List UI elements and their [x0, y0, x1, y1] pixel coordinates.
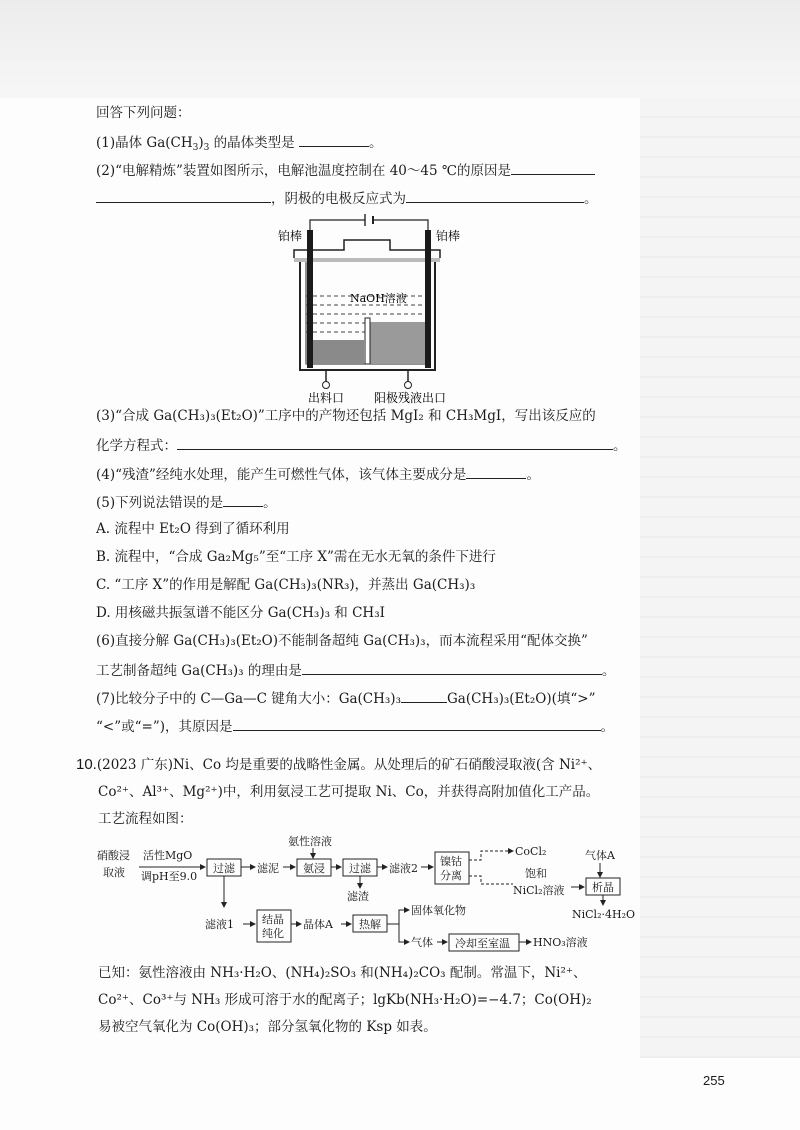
flow-mud: 滤泥: [257, 862, 279, 875]
q1-end: 。: [368, 135, 383, 151]
q7-end: 。: [600, 719, 614, 735]
q7-text-1a: (7)比较分子中的 C—Ga—C 键角大小：Ga(CH₃)₃: [96, 691, 401, 707]
q2-reason-blank-b[interactable]: [96, 188, 271, 203]
flow-box-cool: 冷却至室温: [455, 937, 510, 950]
known-line2: Co²⁺、Co³⁺与 NH₃ 形成可溶于水的配离子；lgKb(NH₃·H₂O)=−4.7；Co(OH)₂: [98, 992, 592, 1008]
q3-end: 。: [613, 438, 627, 454]
q4-line: [96, 464, 540, 484]
label-left-rod: 铂棒: [278, 229, 303, 243]
flow-condition-ph: 调pH至9.0: [141, 870, 198, 883]
flow-box-pyrolysis: 热解: [359, 918, 381, 931]
scan-shadow-right: [640, 98, 800, 1058]
q10-number: 10.: [76, 756, 97, 773]
q3-equation-blank[interactable]: [177, 435, 613, 450]
q5-option-d: D. 用核磁共振氢谱不能区分 Ga(CH₃)₃ 和 CH₃I: [96, 605, 385, 621]
flow-nicl2-solution: NiCl₂溶液: [513, 884, 565, 897]
page-number: 255: [703, 1073, 725, 1088]
q1-line: (1)晶体 $Ga(CH_3)_3$ 的晶体类型是 。: [96, 132, 382, 157]
q2-text-2: ，阴极的电极反应式为: [271, 191, 406, 207]
q10-text-1: (2023 广东)Ni、Co 均是重要的战略性金属。从处理后的矿石硝酸浸取液(含 Ni²⁺、: [96, 757, 602, 773]
q1-answer-blank[interactable]: [299, 132, 369, 147]
q3-line1: (3)“合成 Ga(CH₃)₃(Et₂O)”工序中的产物还包括 MgI₂ 和 CH₃MgI，写出该反应的: [96, 408, 596, 424]
label-naoh-solution: NaOH溶液: [350, 292, 407, 305]
q10-line1: [76, 756, 601, 774]
q2-reason-blank-a[interactable]: [511, 160, 595, 175]
q6-line1: (6)直接分解 Ga(CH₃)₃(Et₂O)不能制备超纯 Ga(CH₃)₃，而本流程采用“配体交换”: [96, 633, 588, 649]
q5-stem-text: (5)下列说法错误的是: [96, 495, 224, 511]
flow-crystal-a: 晶体A: [303, 918, 333, 931]
flow-product-nicl2: NiCl₂·4H₂O: [572, 908, 636, 921]
known-line1: 已知：氨性溶液由 NH₃·H₂O、(NH₄)₂SO₃ 和(NH₄)₂CO₃ 配制。常温下，Ni²⁺、: [98, 965, 587, 981]
q6-end: 。: [601, 663, 616, 679]
q6-answer-blank[interactable]: [302, 660, 602, 675]
q5-option-a: A. 流程中 Et₂O 得到了循环利用: [96, 521, 290, 537]
label-outlet-right: 阳极残液出口: [374, 391, 447, 405]
flow-reagent-mgo: 活性MgO: [143, 849, 193, 862]
flow-solid-oxide: 固体氧化物: [411, 904, 466, 917]
q2-end: 。: [584, 191, 598, 207]
q1-mid: ): [198, 135, 204, 151]
flow-ammonia-solution: 氨性溶液: [288, 835, 332, 848]
q7-line2: [96, 716, 614, 736]
label-right-rod: 铂棒: [436, 229, 461, 243]
known-line3: 易被空气氧化为 Co(OH)₃；部分氢氧化物的 Ksp 如表。: [98, 1019, 437, 1035]
flow-filtrate-2: 滤液2: [389, 862, 418, 875]
q10-line3: 工艺流程如图：: [98, 811, 193, 827]
flow-gas: 气体: [411, 936, 433, 949]
q5-option-c: C. “工序 X”的作用是解配 Ga(CH₃)₃(NR₃)，并蒸出 Ga(CH₃)₃: [96, 577, 476, 593]
q10-line2: Co²⁺、Al³⁺、Mg²⁺)中，利用氨浸工艺可提取 Ni、Co，并获得高附加值化工产品。: [98, 784, 600, 800]
q5-option-b: B. 流程中，“合成 Ga₂Mg₅”至“工序 X”需在无水无氧的条件下进行: [96, 549, 496, 565]
flow-start-2: 取液: [103, 866, 125, 879]
q7-reason-blank[interactable]: [233, 716, 601, 731]
q7-compare-blank[interactable]: [401, 688, 447, 703]
q5-stem: [96, 492, 277, 512]
flow-saturated: 饱和: [525, 867, 547, 880]
flow-box-crystallize: 析晶: [592, 881, 614, 894]
flow-start-1: 硝酸浸: [97, 849, 130, 862]
q4-text: (4)“残渣”经纯水处理，能产生可燃性气体，该气体主要成分是: [96, 467, 467, 483]
label-outlet-left: 出料口: [308, 391, 345, 405]
q4-answer-blank[interactable]: [466, 464, 526, 479]
q3-text-2: 化学方程式：: [96, 438, 177, 454]
intro-line: 回答下列问题：: [96, 105, 191, 121]
q2-line1: [96, 160, 595, 180]
flow-box-filter-2: 过滤: [349, 862, 371, 875]
q7-text-2: “<”或“=”)，其原因是: [96, 719, 233, 735]
flow-box-purify-2: 纯化: [262, 927, 284, 940]
flow-box-filter-1: 过滤: [213, 862, 235, 875]
q1-prefix: (1)晶体 Ga(CH: [96, 135, 193, 151]
process-flowchart: [95, 832, 645, 962]
q1-suffix: 的晶体类型是: [209, 135, 295, 151]
flow-box-separation-1: 镍钴: [440, 855, 462, 868]
scan-shadow-top: [0, 0, 800, 98]
q2-text-1: (2)“电解精炼”装置如图所示，电解池温度控制在 40～45 ℃的原因是: [96, 163, 511, 179]
q4-end: 。: [526, 467, 540, 483]
q5-stem-end: 。: [263, 495, 277, 511]
q6-text-2: 工艺制备超纯 Ga(CH₃)₃ 的理由是: [96, 663, 302, 679]
flow-box-separation-2: 分离: [440, 869, 462, 882]
flow-filtrate-1: 滤液1: [205, 918, 234, 931]
flow-gas-a: 气体A: [585, 849, 615, 862]
flow-cocl2: CoCl₂: [515, 845, 547, 858]
q7-text-1b: Ga(CH₃)₃(Et₂O)(填“>”: [447, 691, 596, 707]
flow-box-ammonia-leach: 氨浸: [303, 862, 325, 875]
flow-box-purify-1: 结晶: [262, 913, 284, 926]
q6-line2: [96, 660, 615, 680]
flow-residue: 滤渣: [347, 890, 369, 903]
flow-hno3: HNO₃溶液: [533, 936, 588, 949]
electrolysis-diagram: [270, 210, 480, 405]
q3-line2: [96, 435, 627, 455]
q2-cathode-blank[interactable]: [406, 188, 584, 203]
q7-line1: [96, 688, 595, 708]
q2-line2: [96, 188, 598, 208]
q5-answer-blank[interactable]: [223, 492, 263, 507]
